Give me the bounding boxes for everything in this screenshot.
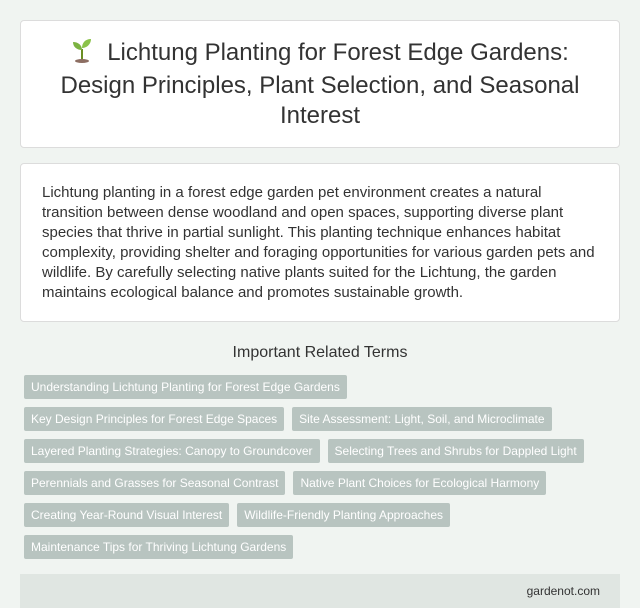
related-term-tag[interactable]: Perennials and Grasses for Seasonal Contrast <box>24 471 285 495</box>
footer <box>20 574 620 608</box>
related-term-tag[interactable]: Layered Planting Strategies: Canopy to Groundcover <box>24 439 320 463</box>
footer-site-link[interactable]: gardenot.com <box>526 584 600 598</box>
related-term-tag[interactable]: Wildlife-Friendly Planting Approaches <box>237 503 450 527</box>
summary-card <box>20 163 620 322</box>
related-term-tag[interactable]: Selecting Trees and Shrubs for Dappled Light <box>328 439 584 463</box>
related-term-tag[interactable]: Creating Year-Round Visual Interest <box>24 503 229 527</box>
summary-text: Lichtung planting in a forest edge garden pet environment creates a natural transition between dense woodland and open spaces, supporting diverse plant species that thrive in partial sunlight. This planting technique enhances habitat complexity, providing shelter and foraging opportunities for various garden pets and wildlife. By carefully selecting native plants suited for the Lichtung, the garden maintains ecological balance and promotes sustainable growth. <box>42 184 595 301</box>
related-term-tag[interactable]: Native Plant Choices for Ecological Harmony <box>293 471 546 495</box>
related-term-tag[interactable]: Understanding Lichtung Planting for Forest Edge Gardens <box>24 375 347 399</box>
page-title-text: Lichtung Planting for Forest Edge Gardens: Design Principles, Plant Selection, and Seasonal Interest <box>60 39 580 129</box>
sprout-icon <box>71 37 93 71</box>
page-title <box>51 37 589 131</box>
related-terms-heading: Important Related Terms <box>232 344 408 361</box>
related-terms-list <box>20 375 620 567</box>
related-term-tag[interactable]: Site Assessment: Light, Soil, and Microclimate <box>292 407 551 431</box>
title-card <box>20 20 620 148</box>
related-term-tag[interactable]: Key Design Principles for Forest Edge Spaces <box>24 407 284 431</box>
related-term-tag[interactable]: Maintenance Tips for Thriving Lichtung Gardens <box>24 535 293 559</box>
